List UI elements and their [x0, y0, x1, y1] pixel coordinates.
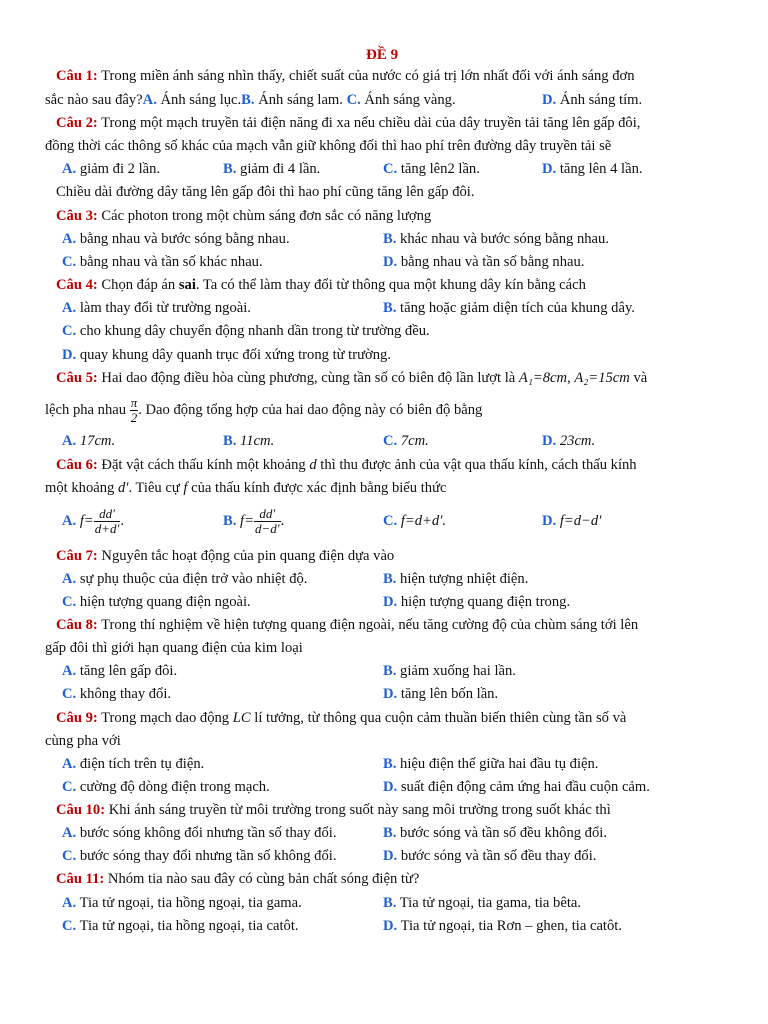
question-6-option-d: D. f=d−d′: [542, 513, 602, 529]
question-10-option-b: B. bước sóng và tần số đều không đổi.: [383, 825, 607, 841]
question-5-stem-cont: lệch pha nhau $\frac{\pi}{2}$ . Dao động tổng hợp của hai dao động này có biên độ bằng: [45, 395, 483, 426]
question-6-stem: Câu 6: Đặt vật cách thấu kính một khoảng d thì thu được ảnh của vật qua thấu kính, cách thấu kính: [56, 457, 637, 473]
question-7-option-c: C. hiện tượng quang điện ngoài.: [62, 594, 251, 610]
formula-fraction-a: $\frac{dd'}{d+d'}$: [94, 506, 120, 537]
question-6-option-a: A. f= $\frac{dd'}{d+d'}$ .: [62, 506, 125, 537]
question-6-option-c: C. f=d+d′.: [383, 513, 447, 529]
question-8-option-c: C. không thay đổi.: [62, 686, 172, 702]
question-11-option-a: A. Tia tử ngoại, tia hồng ngoại, tia gama.: [62, 895, 302, 911]
question-5-stem: Câu 5: Hai dao động điều hòa cùng phương, cùng tần số có biên độ lần lượt là A₁=8cm, A₂=15cm và: [56, 370, 648, 386]
question-4-option-d: D. quay khung dây quanh trục đối xứng trong từ trường.: [62, 347, 391, 363]
question-11-option-d: D. Tia tử ngoại, tia Rơn – ghen, tia catôt.: [383, 918, 622, 934]
question-9-stem: Câu 9: Trong mạch dao động LC lí tưởng, từ thông qua cuộn cảm thuần biến thiên cùng tần số và: [56, 710, 627, 726]
question-6-stem-cont: một khoảng d′. Tiêu cự f của thấu kính được xác định bằng biểu thức: [45, 480, 447, 496]
question-7-option-b: B. hiện tượng nhiệt điện.: [383, 571, 529, 587]
question-7-stem: Câu 7: Nguyên tắc hoạt động của pin quang điện dựa vào: [56, 548, 395, 564]
question-2-option-c: C. tăng lên2 lần.: [383, 161, 480, 177]
question-5-option-d: D. 23cm.: [542, 433, 596, 449]
question-8-stem: Câu 8: Trong thí nghiệm về hiện tượng quang điện ngoài, nếu tăng cường độ của chùm sáng tới lên: [56, 617, 639, 633]
question-9-stem-cont: cùng pha với: [45, 733, 121, 749]
question-1-label: Câu 1:: [56, 68, 98, 84]
option-a-label: A.: [142, 92, 157, 108]
question-4-option-a: A. làm thay đổi từ trường ngoài.: [62, 300, 251, 316]
question-2-note: Chiều dài đường dây tăng lên gấp đôi thì hao phí cũng tăng lên gấp đôi.: [56, 184, 475, 200]
question-3-option-b: B. khác nhau và bước sóng bằng nhau.: [383, 231, 609, 247]
question-9-option-d: D. suất điện động cảm ứng hai đầu cuộn cảm.: [383, 779, 650, 795]
question-2-option-d: D. tăng lên 4 lần.: [542, 161, 643, 177]
question-1-options: sắc nào sau đây?A. Ánh sáng lục.B. Ánh sáng lam. C. Ánh sáng vàng.: [45, 92, 456, 108]
question-3-stem: Câu 3: Các photon trong một chùm sáng đơn sắc có năng lượng: [56, 208, 432, 224]
question-7-option-a: A. sự phụ thuộc của điện trở vào nhiệt độ.: [62, 571, 308, 587]
question-11-stem: Câu 11: Nhóm tia nào sau đây có cùng bản chất sóng điện từ?: [56, 871, 420, 887]
pi-over-2-fraction: $\frac{\pi}{2}$: [130, 395, 138, 426]
question-5-option-b: B. 11cm.: [223, 433, 275, 449]
formula-fraction-b: $\frac{dd'}{d-d'}$: [254, 506, 280, 537]
question-9-option-a: A. điện tích trên tụ điện.: [62, 756, 205, 772]
question-9-option-b: B. hiệu điện thế giữa hai đầu tụ điện.: [383, 756, 599, 772]
question-9-option-c: C. cường độ dòng điện trong mạch.: [62, 779, 270, 795]
question-2-stem: Câu 2: Trong một mạch truyền tải điện năng đi xa nếu chiều dài của dây truyền tải tăng lên gấp đôi,: [56, 115, 641, 131]
option-c-label: C.: [346, 92, 361, 108]
question-10-option-c: C. bước sóng thay đổi nhưng tần số không đổi.: [62, 848, 337, 864]
question-1-option-d: D. Ánh sáng tím.: [542, 92, 643, 108]
question-10-option-d: D. bước sóng và tần số đều thay đổi.: [383, 848, 597, 864]
question-2-label: Câu 2:: [56, 115, 98, 131]
option-b-label: B.: [241, 92, 255, 108]
question-1-stem: Câu 1: Trong miền ánh sáng nhìn thấy, chiết suất của nước có giá trị lớn nhất đối với ánh sáng đơn: [56, 68, 635, 84]
question-2-option-b: B. giảm đi 4 lần.: [223, 161, 321, 177]
question-5-option-a: A. 17cm.: [62, 433, 116, 449]
question-8-option-d: D. tăng lên bốn lần.: [383, 686, 499, 702]
question-10-stem: Câu 10: Khi ánh sáng truyền từ môi trường trong suốt này sang môi trường trong suốt khác thì: [56, 802, 611, 818]
question-6-option-b: B. f= $\frac{dd'}{d-d'}$ .: [223, 506, 285, 537]
question-8-option-a: A. tăng lên gấp đôi.: [62, 663, 178, 679]
question-4-option-b: B. tăng hoặc giảm diện tích của khung dây.: [383, 300, 635, 316]
question-3-option-a: A. bằng nhau và bước sóng bằng nhau.: [62, 231, 290, 247]
question-8-stem-cont: gấp đôi thì giới hạn quang điện của kim loại: [45, 640, 303, 656]
option-d-label: D.: [542, 92, 557, 108]
page-title: ĐỀ 9: [366, 47, 399, 63]
question-11-option-c: C. Tia tử ngoại, tia hồng ngoại, tia catôt.: [62, 918, 299, 934]
question-4-stem: Câu 4: Chọn đáp án sai. Ta có thể làm thay đổi từ thông qua một khung dây kín bằng cách: [56, 277, 586, 293]
question-4-option-c: C. cho khung dây chuyển động nhanh dần trong từ trường đều.: [62, 323, 430, 339]
question-10-option-a: A. bước sóng không đổi nhưng tần số thay đổi.: [62, 825, 337, 841]
question-3-option-c: C. bằng nhau và tần số khác nhau.: [62, 254, 263, 270]
question-5-option-c: C. 7cm.: [383, 433, 429, 449]
question-3-option-d: D. bằng nhau và tần số bằng nhau.: [383, 254, 585, 270]
question-2-stem-cont: đồng thời các thông số khác của mạch vẫn giữ không đổi thì hao phí trên đường dây truyền tải sẽ: [45, 138, 612, 154]
question-2-option-a: A. giảm đi 2 lần.: [62, 161, 161, 177]
question-8-option-b: B. giảm xuống hai lần.: [383, 663, 516, 679]
question-11-option-b: B. Tia tử ngoại, tia gama, tia bêta.: [383, 895, 582, 911]
question-7-option-d: D. hiện tượng quang điện trong.: [383, 594, 571, 610]
